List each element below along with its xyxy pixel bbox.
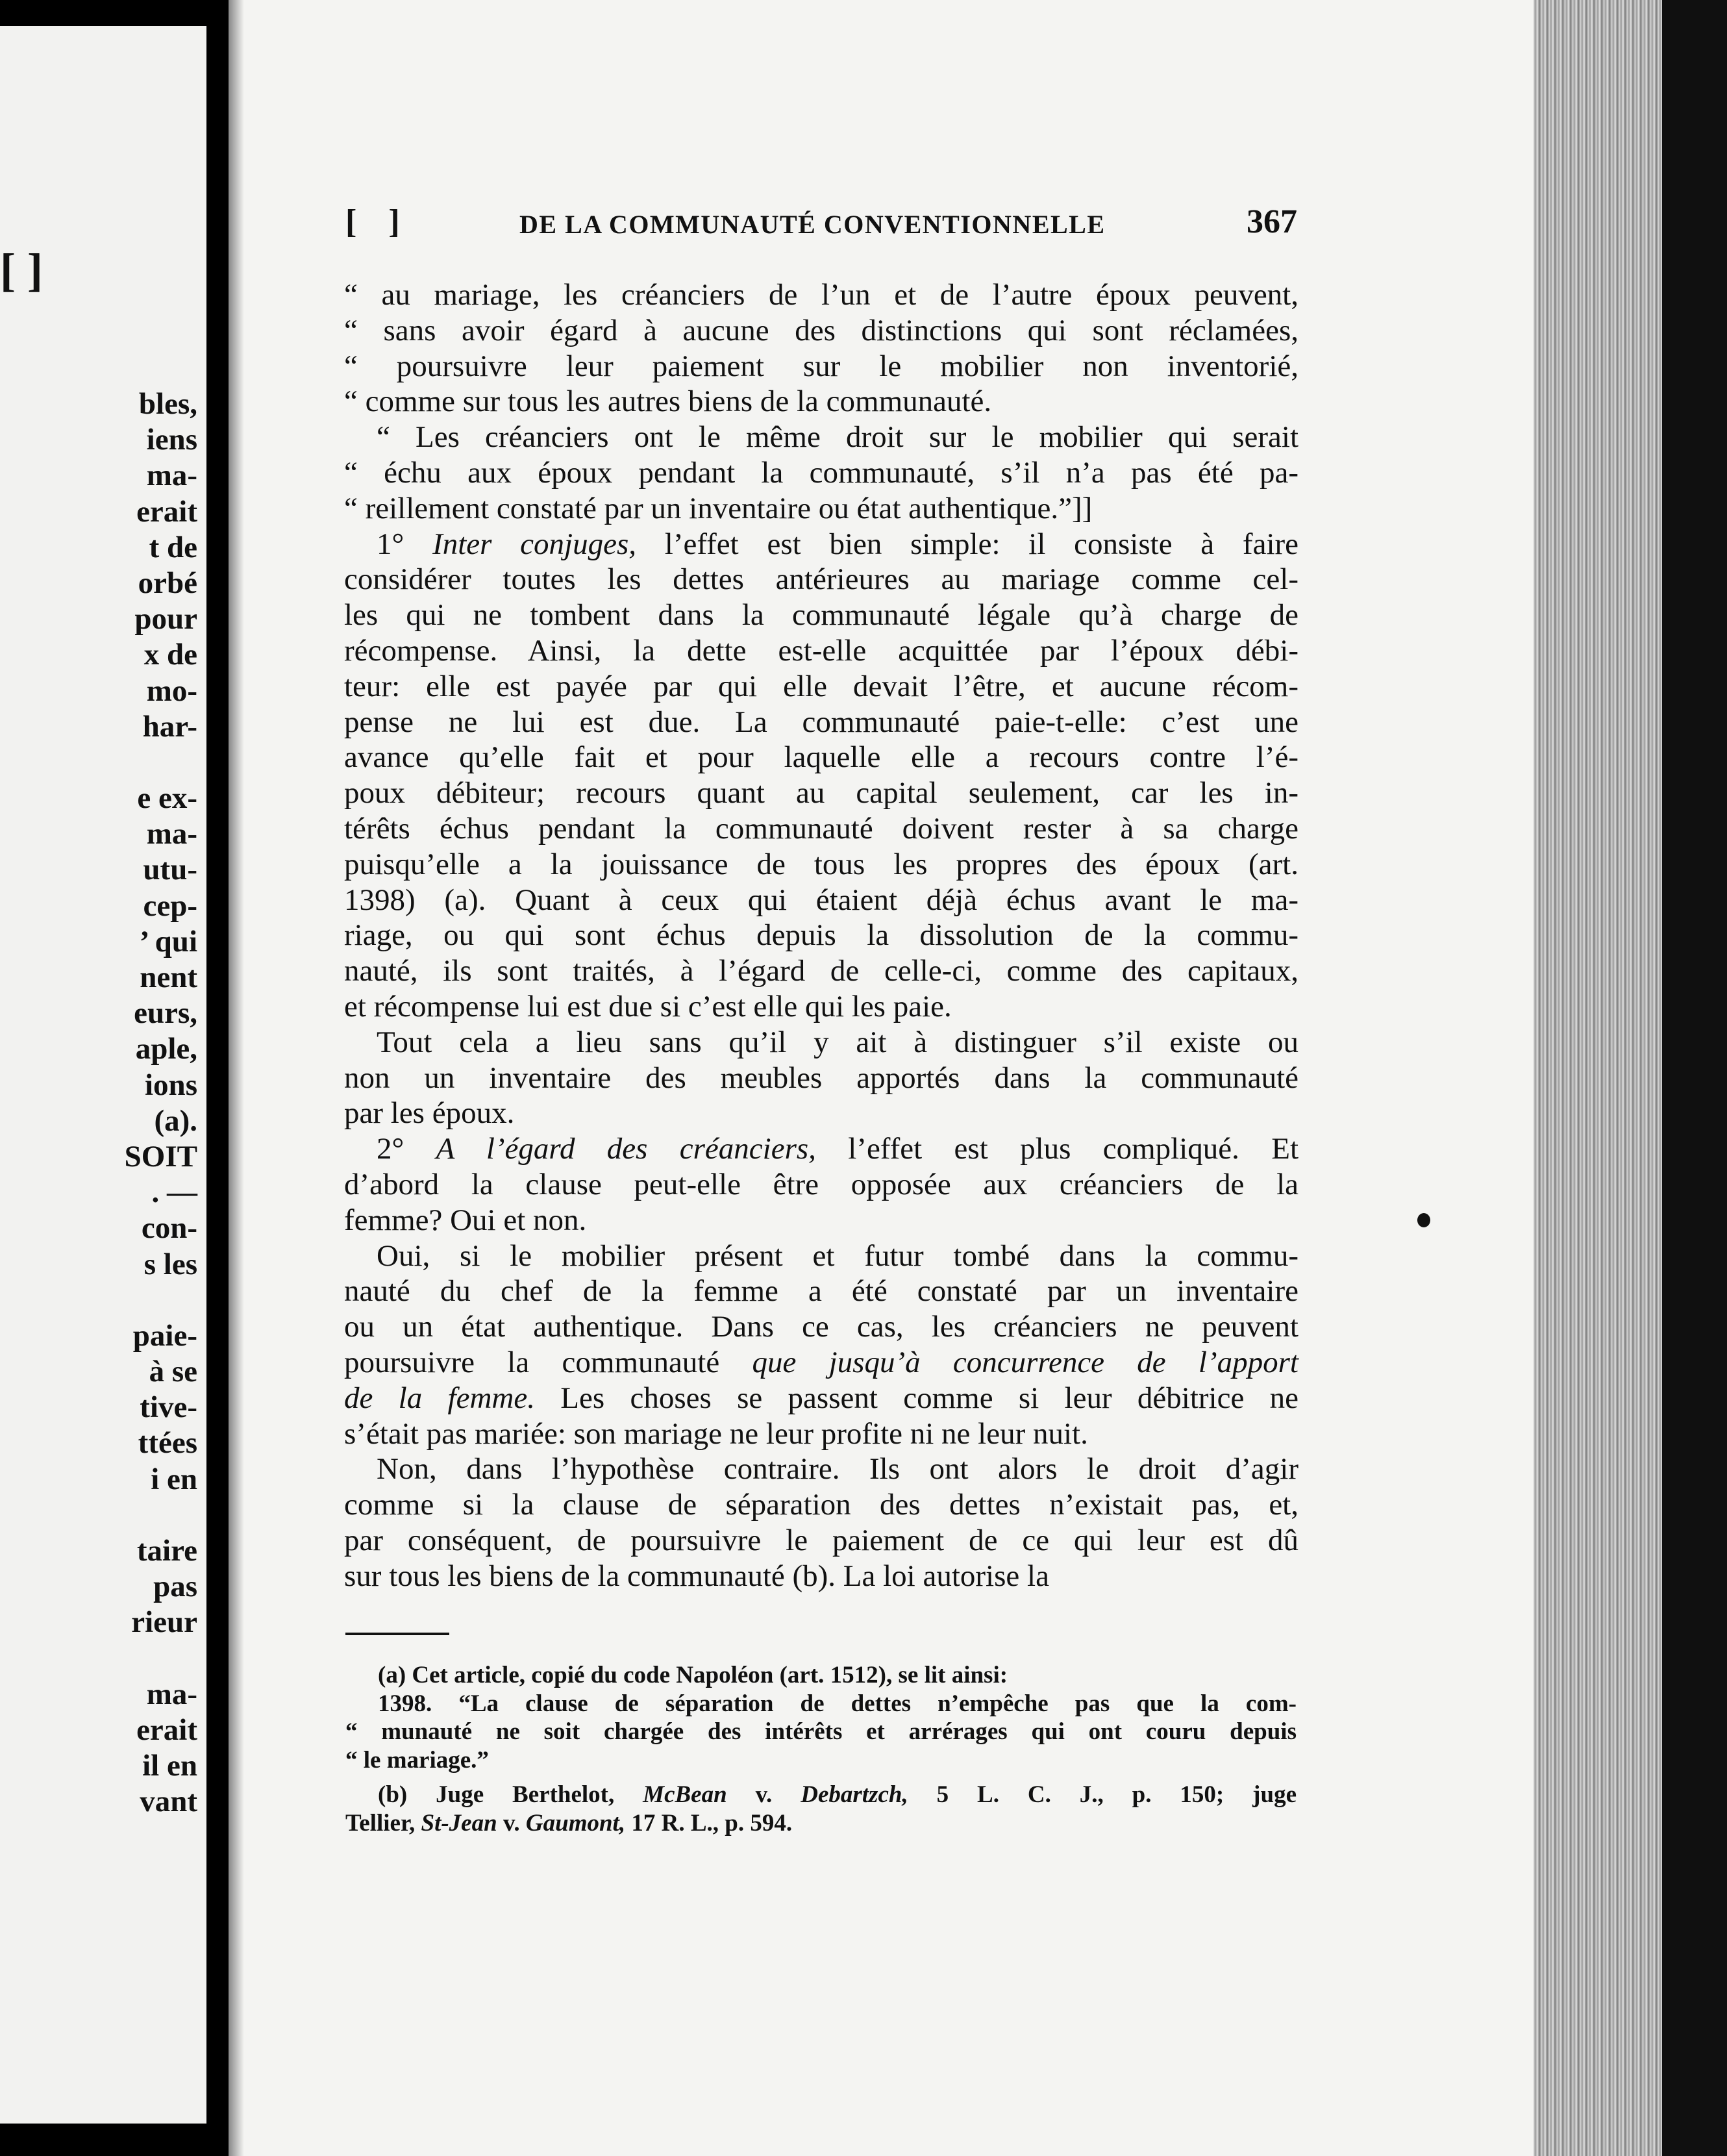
left-page-line: orbé — [138, 566, 197, 600]
left-page-line: taire — [136, 1534, 197, 1568]
left-page-line: iens — [146, 423, 197, 457]
left-page-line — [125, 1641, 197, 1677]
text-line: “ sans avoir égard à aucune des distinctions qui sont réclamées, — [344, 313, 1298, 347]
text-line: comme si la clause de séparation des dettes n’existait pas, et, — [344, 1488, 1298, 1522]
text-line: pense ne lui est due. La communauté paie-t-elle: c’est une — [344, 705, 1298, 739]
footnote-line: “ le mariage.” — [345, 1746, 489, 1774]
left-page-line: t de — [149, 530, 197, 564]
text-line: ou un état authentique. Dans ce cas, les créanciers ne peuvent — [344, 1310, 1298, 1344]
text-line: “ au mariage, les créanciers de l’un et de l’autre époux peuvent, — [344, 278, 1298, 312]
text-line: s’était pas mariée: son mariage ne leur profite ni ne leur nuit. — [344, 1416, 1088, 1451]
left-page-line: mo- — [146, 673, 197, 708]
left-page-line: cep- — [143, 888, 197, 923]
header-bracket: [ ] — [345, 203, 412, 240]
text-line: récompense. Ainsi, la dette est-elle acquittée par l’époux débi- — [344, 633, 1298, 668]
text-line: poux débiteur; recours quant au capital seulement, car les in- — [344, 776, 1298, 810]
left-page-line: (a). — [154, 1103, 197, 1138]
text-line: puisqu’elle a la jouissance de tous les propres des époux (art. — [344, 847, 1298, 881]
left-page-line: pour — [134, 602, 197, 636]
left-page-line: ions — [145, 1068, 197, 1102]
left-page-line: con- — [141, 1211, 197, 1246]
text-line: teur: elle est payée par qui elle devait l’être, et aucune récom- — [344, 669, 1298, 703]
text-line: “ reillement constaté par un inventaire ou état authentique.”]] — [344, 491, 1093, 525]
text-line: femme? Oui et non. — [344, 1203, 587, 1237]
text-line: 2° A l’égard des créanciers, l’effet est plus compliqué. Et — [377, 1132, 1298, 1166]
left-page-line: erait — [136, 494, 197, 529]
body-text — [344, 277, 1298, 1594]
left-page-line: s les — [143, 1247, 197, 1281]
left-page-line: ma- — [146, 817, 197, 851]
text-line: poursuivre la communauté que jusqu’à concurrence de l’apport — [344, 1345, 1298, 1379]
left-page-line: à se — [149, 1355, 197, 1389]
text-line: sur tous les biens de la communauté (b). La loi autorise la — [344, 1559, 1049, 1593]
left-page-line: paie- — [132, 1318, 197, 1353]
text-line: “ comme sur tous les autres biens de la communauté. — [344, 384, 992, 419]
footnote-line: (b) Juge Berthelot, McBean v. Debartzch, 5 L. C. J., p. 150; juge — [378, 1781, 1297, 1808]
left-page-line: ma- — [146, 458, 197, 493]
left-page-line: eurs, — [134, 996, 197, 1031]
page-number: 367 — [1247, 203, 1297, 240]
left-page-text — [125, 386, 197, 1820]
text-line: nauté du chef de la femme a été constaté par un inventaire — [344, 1274, 1298, 1309]
running-title: DE LA COMMUNAUTÉ CONVENTIONNELLE — [519, 210, 1106, 239]
text-line: 1° Inter conjuges, l’effet est bien simple: il consiste à faire — [377, 527, 1299, 561]
footnote-line: Tellier, St-Jean v. Gaumont, 17 R. L., p. 594. — [345, 1809, 793, 1836]
left-page-line — [125, 1498, 197, 1533]
left-page-line: . — — [151, 1175, 197, 1210]
left-page-line: vant — [140, 1785, 197, 1819]
left-page-line: rieur — [131, 1605, 197, 1640]
text-line: riage, ou qui sont échus depuis la dissolution de la commu- — [344, 918, 1298, 953]
text-line: Oui, si le mobilier présent et futur tombé dans la commu- — [377, 1238, 1298, 1273]
left-page-line: x de — [143, 638, 197, 672]
left-page-line: har- — [142, 709, 197, 744]
left-page-line: il en — [142, 1749, 197, 1783]
left-page-line: erait — [136, 1712, 197, 1747]
left-page-line: aple, — [135, 1032, 197, 1066]
footnotes — [345, 1661, 1297, 1837]
left-page-line: e ex- — [137, 781, 197, 816]
text-line: “ Les créanciers ont le même droit sur le mobilier qui serait — [377, 420, 1298, 455]
text-line: considérer toutes les dettes antérieures au mariage comme cel- — [344, 562, 1298, 597]
text-line: Non, dans l’hypothèse contraire. Ils ont alors le droit d’agir — [377, 1452, 1298, 1486]
text-line: de la femme. Les choses se passent comme si leur débitrice ne — [344, 1381, 1298, 1415]
text-line: par conséquent, de poursuivre le paiement de ce qui leur est dû — [344, 1523, 1298, 1557]
text-line: nauté, ils sont traités, à l’égard de celle-ci, comme des capitaux, — [344, 954, 1298, 988]
left-page-line: utu- — [143, 853, 197, 887]
left-page-line: ’ qui — [139, 924, 197, 959]
stack-shadow — [1662, 0, 1727, 2156]
gutter-shadow — [229, 0, 244, 2156]
left-page-line: bles, — [138, 387, 197, 421]
left-page-line: ma- — [146, 1677, 197, 1711]
footnote-line: (a) Cet article, copié du code Napoléon (art. 1512), se lit ainsi: — [378, 1662, 1008, 1688]
text-line: “ échu aux époux pendant la communauté, s’il n’a pas été pa- — [344, 455, 1298, 490]
left-page-line: nent — [140, 960, 197, 994]
left-page-line: pas — [153, 1570, 197, 1604]
left-page-line — [125, 745, 197, 781]
text-line: “ poursuivre leur paiement sur le mobilier non inventorié, — [344, 349, 1298, 383]
left-page-line — [125, 1283, 197, 1318]
text-line: térêts échus pendant la communauté doivent rester à sa charge — [344, 811, 1298, 846]
text-line: 1398) (a). Quant à ceux qui étaient déjà échus avant le ma- — [344, 883, 1298, 917]
text-line: non un inventaire des meubles apportés dans la communauté — [344, 1060, 1298, 1095]
left-page-line: tive- — [140, 1390, 197, 1425]
footnote-rule — [345, 1633, 449, 1635]
left-page-line: ttées — [138, 1426, 197, 1460]
text-line: Tout cela a lieu sans qu’il y ait à distinguer s’il existe ou — [377, 1025, 1298, 1059]
left-page-bracket: [ ] — [0, 244, 43, 296]
text-line: par les époux. — [344, 1096, 515, 1131]
text-line: d’abord la clause peut-elle être opposée aux créanciers de la — [344, 1167, 1298, 1201]
ink-dot — [1417, 1213, 1430, 1227]
footnote-line: “ munauté ne soit chargée des intérêts et arrérages qui ont couru depuis — [345, 1718, 1297, 1745]
text-line: les qui ne tombent dans la communauté légale qu’à charge de — [344, 598, 1298, 633]
text-line: avance qu’elle fait et pour laquelle elle a recours contre l’é- — [344, 740, 1298, 775]
left-page-margin — [0, 26, 206, 2124]
left-page-line: i en — [151, 1462, 197, 1496]
footnote-line: 1398. “La clause de séparation de dettes n’empêche pas que la com- — [378, 1690, 1297, 1717]
left-page-line: SOIT — [124, 1139, 197, 1173]
text-line: et récompense lui est due si c’est elle qui les paie. — [344, 989, 952, 1023]
